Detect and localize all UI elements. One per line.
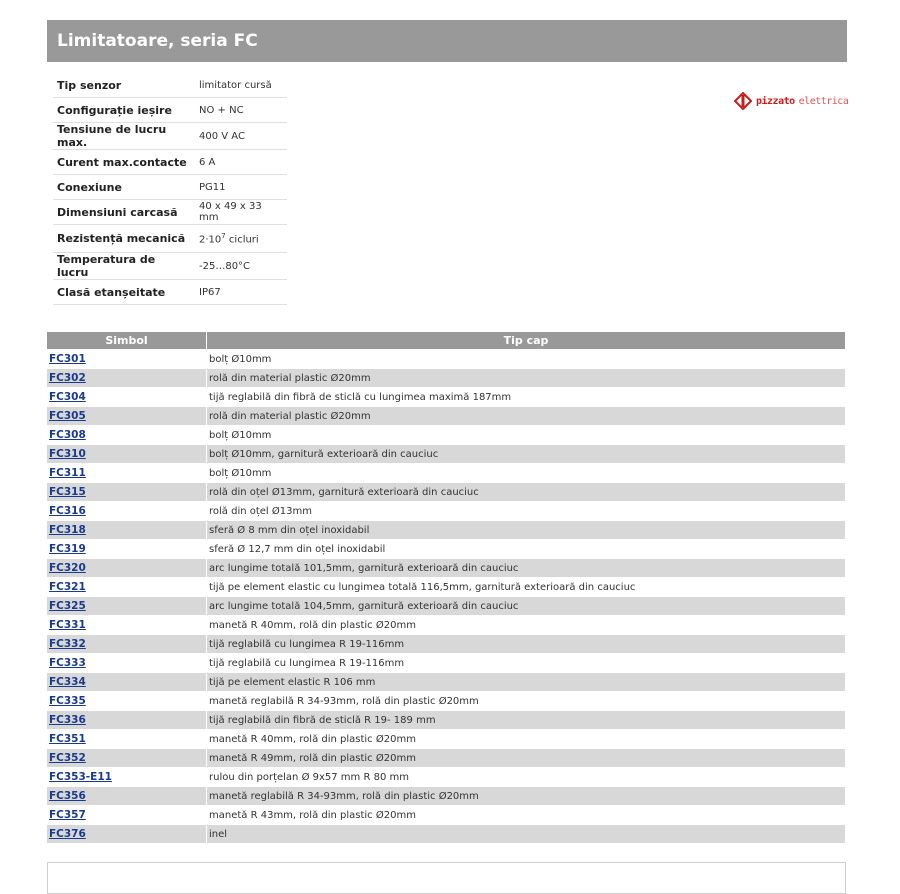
- table-row: [47, 748, 845, 767]
- product-symbol-link[interactable]: FC311: [49, 467, 86, 479]
- column-header-cap-type: Tip cap: [207, 332, 845, 349]
- product-table-header: [47, 332, 845, 349]
- symbol-cell: [47, 824, 207, 843]
- spec-value: 40 x 49 x 33 mm: [194, 200, 287, 225]
- spec-row: [53, 98, 287, 123]
- product-symbol-link[interactable]: FC336: [49, 714, 86, 726]
- cap-type-cell: tijă reglabilă cu lungimea R 19-116mm: [207, 653, 845, 672]
- spec-value-base: 2·10: [199, 234, 222, 246]
- symbol-cell: [47, 805, 207, 824]
- spec-row: [53, 175, 287, 200]
- product-symbol-link[interactable]: FC305: [49, 410, 86, 422]
- spec-label: Tensiune de lucru max.: [53, 123, 194, 150]
- table-row: [47, 615, 845, 634]
- product-symbol-link[interactable]: FC319: [49, 543, 86, 555]
- cap-type-cell: tijă reglabilă din fibră de sticlă cu lungimea maximă 187mm: [207, 387, 845, 406]
- symbol-cell: [47, 368, 207, 387]
- product-symbol-link[interactable]: FC320: [49, 562, 86, 574]
- cap-type-cell: rolă din material plastic Ø20mm: [207, 406, 845, 425]
- symbol-cell: [47, 482, 207, 501]
- symbol-cell: [47, 577, 207, 596]
- spec-row: [53, 253, 287, 280]
- spec-value: 400 V AC: [194, 123, 287, 150]
- cap-type-cell: bolț Ø10mm: [207, 463, 845, 482]
- product-symbol-link[interactable]: FC351: [49, 733, 86, 745]
- cap-type-cell: manetă R 43mm, rolă din plastic Ø20mm: [207, 805, 845, 824]
- cap-type-cell: manetă reglabilă R 34-93mm, rolă din plastic Ø20mm: [207, 691, 845, 710]
- symbol-cell: [47, 349, 207, 368]
- table-row: [47, 558, 845, 577]
- spec-row: [53, 123, 287, 150]
- symbol-cell: [47, 786, 207, 805]
- spec-label: Curent max.contacte: [53, 150, 194, 175]
- spec-label: Conexiune: [53, 175, 194, 200]
- spec-value: 6 A: [194, 150, 287, 175]
- cap-type-cell: sferă Ø 12,7 mm din oțel inoxidabil: [207, 539, 845, 558]
- product-table: [47, 332, 845, 843]
- product-symbol-link[interactable]: FC304: [49, 391, 86, 403]
- cap-type-cell: tijă pe element elastic cu lungimea totală 116,5mm, garnitură exterioară din cauciuc: [207, 577, 845, 596]
- table-row: [47, 824, 845, 843]
- symbol-cell: [47, 387, 207, 406]
- spec-value: PG11: [194, 175, 287, 200]
- product-symbol-link[interactable]: FC308: [49, 429, 86, 441]
- table-row: [47, 501, 845, 520]
- symbol-cell: [47, 615, 207, 634]
- spec-row: [53, 150, 287, 175]
- spec-table: [53, 73, 287, 305]
- spec-row: [53, 225, 287, 253]
- product-symbol-link[interactable]: FC352: [49, 752, 86, 764]
- logo-brand-suffix: elettrica: [798, 95, 849, 107]
- cap-type-cell: rolă din oțel Ø13mm, garnitură exterioară din cauciuc: [207, 482, 845, 501]
- spec-label: Tip senzor: [53, 73, 194, 98]
- symbol-cell: [47, 672, 207, 691]
- cap-type-cell: tijă pe element elastic R 106 mm: [207, 672, 845, 691]
- table-row: [47, 349, 845, 368]
- product-symbol-link[interactable]: FC335: [49, 695, 86, 707]
- cap-type-cell: tijă reglabilă cu lungimea R 19-116mm: [207, 634, 845, 653]
- column-header-symbol: Simbol: [47, 332, 207, 349]
- symbol-cell: [47, 539, 207, 558]
- product-symbol-link[interactable]: FC357: [49, 809, 86, 821]
- product-symbol-link[interactable]: FC301: [49, 353, 86, 365]
- spec-label: Clasă etanșeitate: [53, 280, 194, 305]
- cap-type-cell: bolț Ø10mm, garnitură exterioară din cauciuc: [207, 444, 845, 463]
- spec-value: IP67: [194, 280, 287, 305]
- product-symbol-link[interactable]: FC333: [49, 657, 86, 669]
- symbol-cell: [47, 463, 207, 482]
- cap-type-cell: bolț Ø10mm: [207, 349, 845, 368]
- product-symbol-link[interactable]: FC302: [49, 372, 86, 384]
- spec-label: Configurație ieșire: [53, 98, 194, 123]
- symbol-cell: [47, 596, 207, 615]
- symbol-cell: [47, 729, 207, 748]
- table-row: [47, 368, 845, 387]
- product-symbol-link[interactable]: FC353-E11: [49, 771, 112, 783]
- table-row: [47, 805, 845, 824]
- product-symbol-link[interactable]: FC321: [49, 581, 86, 593]
- product-symbol-link[interactable]: FC334: [49, 676, 86, 688]
- table-row: [47, 482, 845, 501]
- table-row: [47, 729, 845, 748]
- symbol-cell: [47, 710, 207, 729]
- spec-value: -25…80°C: [194, 253, 287, 280]
- cap-type-cell: inel: [207, 824, 845, 843]
- table-row: [47, 387, 845, 406]
- cap-type-cell: bolț Ø10mm: [207, 425, 845, 444]
- spec-label: Rezistență mecanică: [53, 225, 194, 253]
- table-row: [47, 672, 845, 691]
- spec-value: limitator cursă: [194, 73, 287, 98]
- symbol-cell: [47, 748, 207, 767]
- bottom-panel: [47, 862, 846, 894]
- cap-type-cell: manetă R 40mm, rolă din plastic Ø20mm: [207, 729, 845, 748]
- page-title: Limitatoare, seria FC: [57, 31, 258, 51]
- cap-type-cell: rolă din oțel Ø13mm: [207, 501, 845, 520]
- table-row: [47, 767, 845, 786]
- table-row: [47, 634, 845, 653]
- product-symbol-link[interactable]: FC331: [49, 619, 86, 631]
- symbol-cell: [47, 653, 207, 672]
- cap-type-cell: arc lungime totală 101,5mm, garnitură exterioară din cauciuc: [207, 558, 845, 577]
- product-symbol-link[interactable]: FC325: [49, 600, 86, 612]
- product-symbol-link[interactable]: FC316: [49, 505, 86, 517]
- cap-type-cell: manetă R 49mm, rolă din plastic Ø20mm: [207, 748, 845, 767]
- title-bar: [47, 20, 847, 62]
- symbol-cell: [47, 444, 207, 463]
- spec-row: [53, 73, 287, 98]
- spec-row: [53, 200, 287, 225]
- pizzato-logo-icon: [734, 92, 752, 110]
- cap-type-cell: arc lungime totală 104,5mm, garnitură exterioară din cauciuc: [207, 596, 845, 615]
- spec-value-suffix: cicluri: [225, 234, 259, 246]
- symbol-cell: [47, 634, 207, 653]
- table-row: [47, 463, 845, 482]
- spec-value-exponent: 7: [221, 231, 226, 240]
- cap-type-cell: manetă R 40mm, rolă din plastic Ø20mm: [207, 615, 845, 634]
- symbol-cell: [47, 425, 207, 444]
- table-row: [47, 596, 845, 615]
- symbol-cell: [47, 691, 207, 710]
- product-symbol-link[interactable]: FC310: [49, 448, 86, 460]
- spec-value: [194, 225, 287, 253]
- product-symbol-link[interactable]: FC332: [49, 638, 86, 650]
- product-symbol-link[interactable]: FC356: [49, 790, 86, 802]
- table-row: [47, 786, 845, 805]
- spec-row: [53, 280, 287, 305]
- cap-type-cell: rulou din porțelan Ø 9x57 mm R 80 mm: [207, 767, 845, 786]
- symbol-cell: [47, 501, 207, 520]
- symbol-cell: [47, 520, 207, 539]
- brand-logo[interactable]: [734, 92, 848, 110]
- cap-type-cell: sferă Ø 8 mm din oțel inoxidabil: [207, 520, 845, 539]
- table-row: [47, 577, 845, 596]
- table-row: [47, 425, 845, 444]
- spec-value: NO + NC: [194, 98, 287, 123]
- symbol-cell: [47, 558, 207, 577]
- product-symbol-link[interactable]: FC318: [49, 524, 86, 536]
- table-row: [47, 520, 845, 539]
- table-row: [47, 653, 845, 672]
- table-row: [47, 406, 845, 425]
- cap-type-cell: manetă reglabilă R 34-93mm, rolă din plastic Ø20mm: [207, 786, 845, 805]
- table-row: [47, 691, 845, 710]
- logo-brand: pizzato: [756, 95, 795, 107]
- product-symbol-link[interactable]: FC376: [49, 828, 86, 840]
- symbol-cell: [47, 767, 207, 786]
- spec-label: Temperatura de lucru: [53, 253, 194, 280]
- spec-label: Dimensiuni carcasă: [53, 200, 194, 225]
- product-symbol-link[interactable]: FC315: [49, 486, 86, 498]
- table-row: [47, 539, 845, 558]
- symbol-cell: [47, 406, 207, 425]
- table-row: [47, 444, 845, 463]
- cap-type-cell: rolă din material plastic Ø20mm: [207, 368, 845, 387]
- cap-type-cell: tijă reglabilă din fibră de sticlă R 19- 189 mm: [207, 710, 845, 729]
- table-row: [47, 710, 845, 729]
